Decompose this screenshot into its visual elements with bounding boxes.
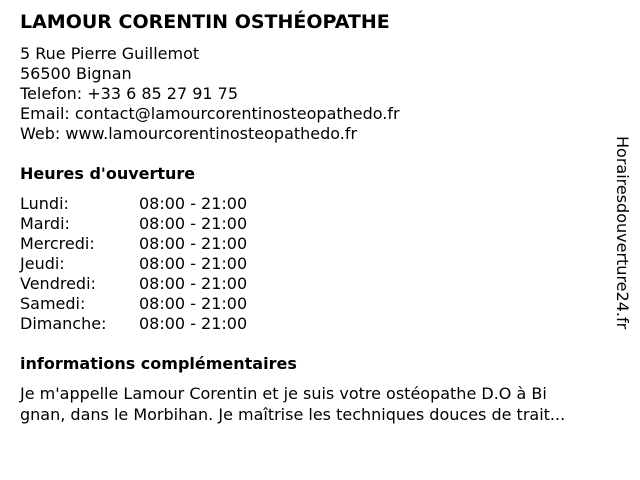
phone-line: Telefon: +33 6 85 27 91 75: [20, 84, 239, 103]
hours-row-jeudi: [20, 254, 280, 274]
day-label: Lundi:: [20, 194, 69, 213]
time-range: 08:00 - 21:00: [139, 214, 248, 233]
info-line-2: gnan, dans le Morbihan. Je maîtrise les techniques douces de trait...: [20, 405, 566, 424]
hours-row-mercredi: [20, 234, 280, 254]
contact-block: [20, 44, 400, 144]
time-range: 08:00 - 21:00: [139, 314, 248, 333]
hours-row-lundi: [20, 194, 280, 214]
site-watermark: Horairesdouverture24.fr: [613, 136, 632, 330]
time-range: 08:00 - 21:00: [139, 274, 248, 293]
hours-row-mardi: [20, 214, 280, 234]
day-label: Jeudi:: [20, 254, 65, 273]
web-line: Web: www.lamourcorentinosteopathedo.fr: [20, 124, 358, 143]
hours-row-dimanche: [20, 314, 280, 334]
day-label: Dimanche:: [20, 314, 107, 333]
day-label: Samedi:: [20, 294, 86, 313]
time-range: 08:00 - 21:00: [139, 294, 248, 313]
day-label: Mardi:: [20, 214, 70, 233]
time-range: 08:00 - 21:00: [139, 234, 248, 253]
info-heading: informations complémentaires: [20, 354, 297, 373]
hours-row-vendredi: [20, 274, 280, 294]
day-label: Mercredi:: [20, 234, 95, 253]
info-line-1: Je m'appelle Lamour Corentin et je suis votre ostéopathe D.O à Bi: [20, 384, 547, 403]
address-street: 5 Rue Pierre Guillemot: [20, 44, 200, 63]
time-range: 08:00 - 21:00: [139, 254, 248, 273]
hours-heading: Heures d'ouverture: [20, 164, 196, 183]
email-line: Email: contact@lamourcorentinosteopathedo.fr: [20, 104, 400, 123]
business-name: LAMOUR CORENTIN OSTHÉOPATHE: [20, 11, 390, 33]
info-description: [20, 383, 620, 425]
day-label: Vendredi:: [20, 274, 96, 293]
time-range: 08:00 - 21:00: [139, 194, 248, 213]
opening-hours-list: [20, 194, 280, 334]
hours-row-samedi: [20, 294, 280, 314]
address-city: 56500 Bignan: [20, 64, 132, 83]
